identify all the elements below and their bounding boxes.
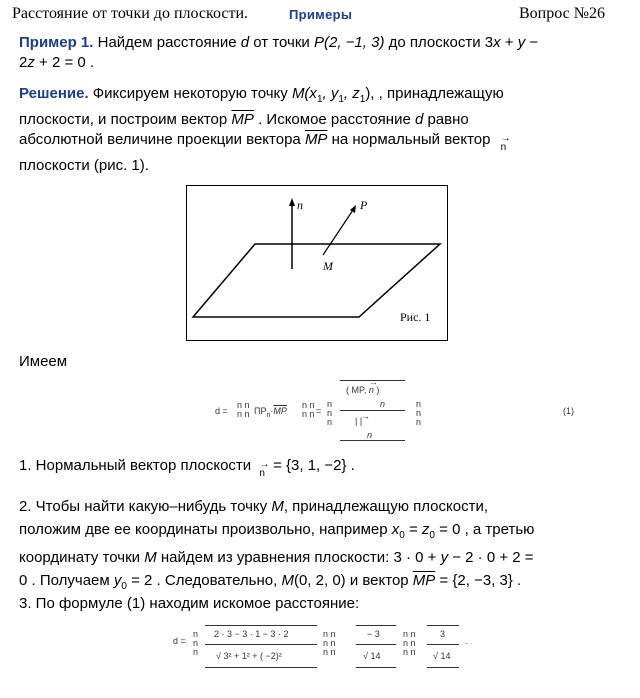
formula1-numerator: ( MP, → n ) [346,377,380,395]
figure-label-p: P [360,198,368,212]
step2-text: 2. Чтобы найти какую–нибудь точку [19,498,272,515]
example-text: + [500,34,518,51]
step2-x: x [391,520,400,538]
step2-text: = 0 , а третью [434,520,535,538]
vector-mp-arrowhead [350,205,356,213]
formula1-fill: n n n n [302,400,315,419]
solution-text: на нормальный вектор [327,131,491,148]
step2-text: 0 . Получаем [19,571,114,589]
projection-symbol: ПР [254,406,267,416]
step2-m: M [281,571,294,589]
example-text: + 2 = 0 . [34,54,95,71]
step2-text: найдем из уравнения плоскости: 3 · 0 + [156,549,441,566]
formula1-denominator: | | [355,416,363,426]
example-point: P(2, −1, 3) [313,34,385,51]
vector-mp-line [323,210,353,255]
header-question-number: Вопрос №26 [519,5,605,22]
example-z: z [27,54,35,71]
subscript: n [266,411,271,419]
step2-text: = 2 . Следовательно, [126,571,282,589]
vector-mp: $\overline{MP}$ [304,131,328,148]
formula1-projection: $ПР_n\cdot\overline{MP}$ [254,406,287,419]
subscript: 1 [359,94,366,105]
formula1-n: n [380,399,386,409]
formula2-fill: n n n n n n [403,629,416,657]
formula2-top-rule [427,625,459,626]
step2-y: y [113,571,122,589]
formula2-num3: 3 [440,629,446,639]
solution-d: d [414,111,424,128]
formula2-fill: n n n [193,629,199,657]
formula1-den-n: n [367,430,373,440]
step-1 [19,456,619,484]
step2-z: z [421,520,430,538]
step2-text: = {2, −3, 3} . [435,571,522,589]
normal-vector-arrowhead [289,198,295,206]
example-x: x [493,34,501,51]
step2-text: координату точки [19,549,145,566]
formula1-fill: n n n [327,399,333,427]
formula2-fill: n n n n n n [323,629,336,657]
solution-text: Фиксируем некоторую точку [88,85,292,102]
step2-y: y [440,549,449,566]
step2-text: , принадлежащую плоскости, [283,498,488,515]
example-heading: Пример 1. [19,34,94,51]
solution-text: ), , принадлежащую [365,85,504,102]
solution-point: M(x [291,85,317,102]
vector-mp: $\overline{MP}$ [273,406,287,416]
example-text: − [525,34,539,51]
formula2-den3: √ 14 [433,651,451,661]
example-text: 2 [19,54,28,71]
figure-1 [186,185,448,341]
step2-m: M [144,549,157,566]
formula1-lhs: d = [215,406,228,416]
header-title: Расстояние от точки до плоскости. [12,5,248,22]
have-label: Имеем [19,353,68,370]
vector-n-letter: n [500,142,507,153]
plane-parallelogram [193,244,440,317]
subscript: 1 [338,94,344,105]
vector-n: → n [500,133,511,153]
solution-text: . Искомое расстояние [253,111,415,128]
formula2-bar3 [427,644,459,645]
formula1-number: (1) [563,406,574,416]
figure-caption: Рис. 1 [400,310,431,324]
subscript: 1 [316,94,323,105]
example-statement [19,33,619,73]
step1-text: = {3, 1, −2} . [268,457,355,474]
step-3: 3. По формуле (1) находим искомое расстояние: [19,595,360,612]
step2-m: M [271,498,284,515]
example-y: y [517,34,526,51]
header-section-link[interactable]: Примеры [289,7,353,22]
vector-n: → n [259,459,270,479]
formula2-bottom-rule [356,667,396,668]
page-header [0,0,640,30]
formula1-fill: n n n n [237,400,250,419]
formula2-den2: √ 14 [363,651,381,661]
formula1-den-arrow: → [361,411,370,421]
step2-text: (0, 2, 0) и вектор [293,571,413,589]
subscript: 0 [121,580,127,592]
formula2-lhs: d = [173,636,186,646]
step2-text: − 2 · 0 + 2 = [448,549,534,566]
step-2 [19,496,619,598]
formula1-fraction-bar [340,410,405,411]
solution-text: плоскости, и построим вектор [19,111,232,128]
step2-text: = [404,520,422,538]
formula2-end: . [465,636,468,646]
vector-n-letter: n [259,468,265,479]
formula2-num1: 2 · 3 − 3 · 1 − 3 · 2 [214,629,289,639]
formula2-top-rule [356,625,396,626]
formula2-top-rule [205,625,317,626]
solution-text: равно [423,111,469,128]
figure-label-n: n [297,198,303,212]
formula2-den1: √ 3² + 1² + ( −2)² [216,651,282,661]
formula1-bottom-rule [340,440,405,441]
solution-paragraph [19,84,619,158]
formula2-bar2 [356,644,396,645]
solution-coord: , y [322,85,339,102]
example-d: d [240,34,250,51]
vector-mp: $\overline{MP}$ [231,111,254,128]
solution-text: абсолютной величине проекции вектора [19,131,305,148]
formula2-bar1 [205,644,317,645]
solution-line-4: плоскости (рис. 1). [19,157,149,174]
step1-text: 1. Нормальный вектор плоскости [19,457,252,474]
step2-text: положим две ее координаты произвольно, например [19,520,392,538]
solution-heading: Решение. [19,85,89,102]
example-text: от точки [249,34,314,51]
subscript: 0 [399,529,405,541]
formula2-bottom-rule [427,667,459,668]
solution-coord: , z [343,85,360,102]
formula1-eq: = [316,406,322,416]
example-text: до плоскости 3 [384,34,494,51]
figure-label-m: M [323,259,333,273]
formula2-num2: − 3 [367,629,380,639]
formula2-bottom-rule [205,667,317,668]
formula1-fill: n n n [416,399,422,427]
subscript: 0 [429,529,435,541]
example-text: Найдем расстояние [93,34,241,51]
vector-mp: $\overline{MP}$ [412,571,436,589]
